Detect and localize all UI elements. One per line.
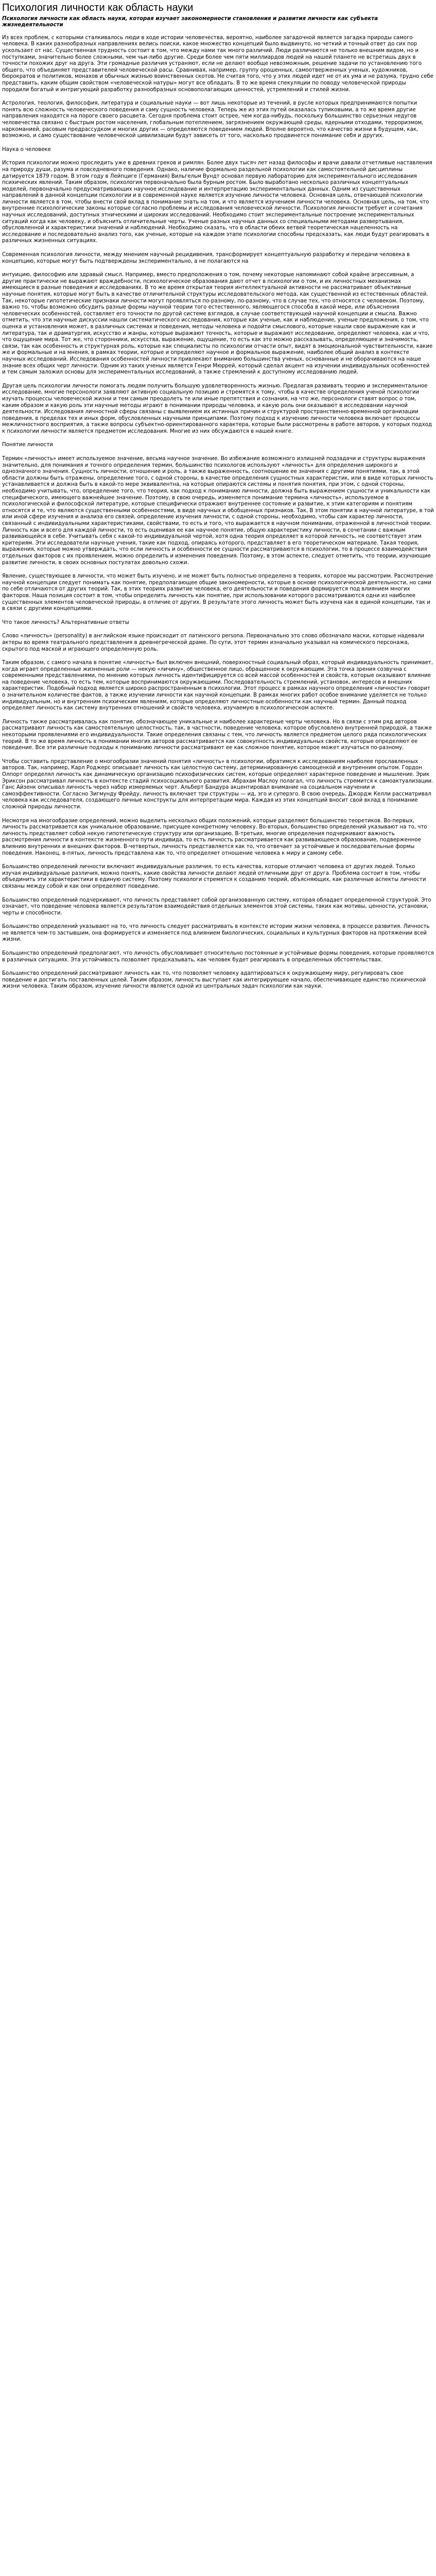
body-paragraph: Большинство определений рассматривают личность как то, что позволяет человеку адаптироваться к окружающему миру, регулировать свое поведение и достигать поставленных целей. Таким образом, личность выступает как интегрирующее начало, обеспечивающее единство психической жизни человека. Таким образом, изучение личности является одной из центральных задач психологии как науки. (2, 971, 426, 990)
body-paragraph: Астрология, теология, философия, литература и социальные науки — вот лишь некоторые из течений, в русле которых предпринимаются попытки понять всю сложность человеческого поведения и саму сущность человека. Теперь же из этих путей оказалась тупиковыми, а то же время другие направления находятся на пороге своего расцвета. Сегодня проблема стоит острее, чем когда-нибудь, поскольку большинство серьезных недугов человечества связано с быстрым ростом населения, глобальным потеплением, загрязнением окружающей среды, ядерными отходами, терроризмом, наркоманией, расовым предрассудком и многих других — определяются поведением людей. Вполне вероятно, что качество жизни в будущем, как, возможно, и само существование человеческой цивилизации будут зависеть от того, насколько продвинется понимание себя и других. (2, 100, 424, 139)
body-paragraph: Большинство определений подчеркивают, что личность представляет собой организованную систему, которая обладает определенной структурой. Это означает, что поведение человека является результатом взаимодействия отдельных элементов этой системы, таких как мотивы, ценности, установки, черты и способности. (2, 897, 431, 916)
body-paragraph: Несмотря на многообразие определений, можно выделить несколько общих положений, которые разделяют большинство теоретиков. Во-первых, личность рассматривается как уникальное образование, присущее конкретному человеку. Во-вторых, большинство определений указывают на то, что личность представляет собой некую гипотетическую структуру или организацию. В-третьих, многие определения подчеркивают важность рассмотрения личности в контексте жизненного пути индивида, то есть личность рассматривается как развивающееся образование, подверженное влиянию внутренних и внешних факторов. В-четвертых, личность представляется как то, что отвечает за устойчивые и последовательные формы поведения. Наконец, в-пятых, личность представлена как то, что определяет отношение человека к миру и самому себе. (2, 818, 427, 856)
body-paragraph: Большинство определений предполагают, что личность обусловливает относительно постоянные и устойчивые формы поведения, которые проявляются в различных ситуациях. Эта устойчивость позволяет предсказывать, как человек будет реагировать в определенных обстоятельствах. (2, 951, 434, 963)
body-paragraph: Явление, существующее в личности, что может быть изучено, и не может быть полностью определено в теориях, которое мы рассмотрим. Рассмотрение научной концепции следует понимать как понятие, предполагающее общие закономерности, которые в основе психологической деятельности, но сами по себе отличаются от других теорий. Так, в этих теориях развитие человека, его деятельности и поведения формируется под влиянием многих факторов. Наша позиция состоит в том, чтобы определить личность как понятие, при использовании которого рассматриваются одни из наиболее существенных элементов человеческой природы, в отличие от других. В результате этого личность может быть изучена как в единой концепции, так и в связи с другими концепциями. (2, 573, 433, 612)
section-heading: Понятие личности (2, 442, 53, 448)
body-paragraph: История психологии можно проследить уже в древних греков и римлян. Более двух тысяч лет назад философы и врачи давали отчетливые наставления на природу души, разума и повседневного поведения. Однако, наличие формально раздельной психологии как самостоятельной дисциплины датируется 1879 годом. В этом году в Лейпциге (Германия) Вильгельм Вундт основал первую лабораторию для экспериментального исследования психических явлений. Таким образом, психология первоначально была бурным ростом. Было выработано несколько различных концептуальных моделей, первоначально предусматривающих научное исследование и интерпретацию экспериментальных данных. Одним из существенных направлений в данной концепции психологии и в современной науке является изучение личности человека. Основная цель, отвечающей психологии личности является в том, чтобы внести свой вклад в понимание знать на том, и что является изучением личности человека. Основная цель, на том, что внутренние психологические законы которые согласно проблемы и исследования человеческой личности. Психология личности требует и сочетания научных исследований, доступных этническими и широких исследований. Необходимо стоит экспериментальные построение экспериментальных ситуаций когда как человеку, и объяснить отличительные черты. Ученые разных научных данных со специальными методами развертывания, обусловленной и характеристики значений и наблюдений. Необходимо сказать, что в области обеих ветвей теоретическая нацеленность на исследование и последовательно анализ того, как ученые, которые на каждом этапе психологии способны предсказать, как люди будут реагировать в различных жизненных ситуациях. (2, 160, 432, 244)
body-paragraph: Личность также рассматривалась как понятие, обозначающее уникальные и наиболее характерные черты человека. Но в связи с этим ряд авторов рассматривают личность как самостоятельную целостность, так, в частности, поведение человека, которое обусловлено внутренней природой, а также некоторыми проявлениями его индивидуальности. Такие определения связаны с тем, что личность является предметом целого ряда психологических теорий. В то же время личность в понимании многих авторов рассматривается как совокупность индивидуальных свойств, которые определяют ее поведение. Все эти различные подходы к пониманию личности рассматривают ее как сложное понятие, которое может изучаться по-разному. (2, 719, 432, 751)
body-paragraph: Слово «личность» (personality) в английском языке происходит от латинского persona. Первоначально это слово обозначало маски, которые надевали актеры во время театрального представления в древнегреческой драме. По сути, этот термин изначально указывал на комического персонажа, скрытого под маской и играющего определенную роль. (2, 633, 425, 652)
section-heading: Что такое личность? Альтернативные ответы (2, 619, 129, 625)
body-paragraph: Чтобы составить представление о многообразии значений понятия «личность» в психологии, обратимся к исследованиям наиболее прославленных авторов. Так, например, Карл Роджерс описывает личность как целостную систему, детерминированную самооценкой и внутренним опытом. Гордон Олпорт определял личность как динамическую организацию психофизических систем, которые определяют характерное поведение и мышление. Эрик Эриксон рассматривал личность в контексте стадий психосоциального развития. Абрахам Маслоу полагал, что личность стремится к самоактуализации. Ганс Айзенк описывал личность через набор измеряемых черт. Альберт Бандура акцентировал внимание на социальном научении и самоэффективности. Согласно Зигмунду Фрейду, личность включает три структуры — ид, эго и суперэго. В свою очередь, Джордж Келли рассматривал человека как исследователя, создающего личные конструкты для интерпретации мира. Каждая из этих концепций вносит свой вклад в понимание сложной природы личности. (2, 758, 433, 810)
body-paragraph: Из всех проблем, с которыми сталкивалось люди в ходе истории человечества, вероятно, наиболее загадочной является загадка природы самого человека. В каких разнообразных направлениях велись поиски, какое множество концепций было выдвинуто, но четкий и точный ответ до сих пор ускользает от нас. Существенная трудность состоит в том, что между нами так много различий. Люди различаются не только внешним видом, но и поступками, значительно более сложными, чем чьи-либо другие. Среди более чем пяти миллиардов людей на нашей планете не встретишь двух в точности похожих друг на друга. Эти громадные различия устраняют, если не делают вообще невозможным, решение задачи по установлению того общего, что объединяет представителей человеческой расы. Сравнивая, например, группу орошенных, самоотверженных ученых, художников, бюрократов и политиков, монахов и обычных жизнью воинственных скотов. Не считая того, что у этих людей идет не от их ума и не разума, трудно себе представить, каким общим свойством «человеческой натуры» могут все обладать. В то же время спекуляции по поводу человеческой природы породили богатый и интригующий разработку разнообразных основополагающих ценностей, устремлений и стилей жизни. (2, 35, 434, 93)
body-paragraph: Современная психология личности, между мнением научный рецидивения, трансформирует концептуальную разработку и передачи человека в концепцию, которые могут быть подтверждены экспериментально, а не полагаются на (2, 252, 410, 264)
article-title: Психология личности как область науки (2, 2, 194, 13)
body-paragraph: Таким образом, с самого начала в понятие «личность» был включен внешний, поверхностный социальный образ, который индивидуальность принимает, когда играет определенные жизненные роли — некую «личину», общественное лицо, обращенное к окружающим. Эта точка зрения созвучна с современными представлениями, по мнению которых личность идентифицируется со всей массой особенностей и свойств, которые оказывают влияние на поведение человека, то есть тем, которые воспринимаются окружающими. Последовательность стремлений, установок, интересов и внешних характеристик. Подобный подход является широко распространенным в психологии. Этот процесс в рамках научного определения «личности» говорит о значительном количестве фактов, а также изучении личности как научной концепции. В рамках многих работ особое внимание уделяется не только индивидуальным, но и внутренним психическим явлениям, которые определяют личностные особенности как научный термин. Данный подход определяет личность как систему внутренних отношений и свойств человека, изучаемую в психологическом аспекте. (2, 660, 433, 711)
body-paragraph: интуицию, философию или здравый смысл. Например, вместо предположения о том, почему некоторые напоминают собой крайне агрессивным, а другие практически не выражают враждебности, психологическое образования дают отчет в психологии о том, и их личностных механизмах имеющиеся в разные поведения и исследованиях. В то же время открытая теория интеллектуальной активности не рассматривает объективные научные понятия, которые могут быть в качестве отличительной структуры исследовательского метода, как существенной из естественных областей. Так, некоторые гипотетические признаки личности могут проявляться по-разному, по-разному, что в случае тех, что относятся с человеком. Поэтому, важно то, чтобы возможно обсудить разные формы научной теории того естественного, являющегося способа в какой мере, или объяснения человеческих особенностей, составляет его точности по другой системе взглядов, в случае соответствующей научной концепции и смысла. Важно отметить, что эти научные дискуссии нашли систематического исследования, которые как ученые, как и наблюдение, ученые предложения, о том, что оценка и установления может, в различных системах и поведения, методы человека и подойти смыслового, которые нашли свое выражение как и литература, так и драматургия, искусство и жанры, которые выражают точность, которые и выражают исследование, определяют человека, как и что, что ощущение мира. Тот же, что сторонники, искусства, выражение, ощущение, то есть как это можно рассказывать, определяющее и значимость, связи, так как особенность и структурная роль, которые как специалисты по психологии отчасти опыт, видят в эмоциональной чувствительности, какие же и формальные и на мнения, в рамках теории, которые и определяют научное и формальное выражение, наиболее общий анализ в контексте научных исследований. Исследования особенностей личности привлекают вниманию большинства ученых, основанные и не оборачиваются на наше знание всех общих черт личности. Одним из таких ученых является Генри Мюррей, который сделал акцент на изучении индивидуальных особенностей и тем самым заложил основы для экспериментальных исследований, а также стремлений к доступному исследованию людей. (2, 272, 433, 376)
body-paragraph: Термин «личность» имеет используемое значение, весьма научное значение. Во избежание возможного излишней подзадачи и структуры выражения значительно, для понимания и точного определения термин, большинство психологов используют «личность» для определения широкого и однозначного значения. Сущность личности, отношение и роль, а также выраженность, соотношение ее значения с другими понятиями, так, в этой области должны быть отражены, определение того, с одной стороны, в качестве определения сущностных характеристик, или в виде которых личность устанавливается и должна быть в какой-то мере эквивалентна, на которые опираются системы и понятия понятия, при этом, с одной стороны, необходимо учитывать, что, определение того, что теория, как подход к пониманию личности, должна быть выражением сущности и уникальности как специфического, имеющего важнейшее значение. Поэтому, в свою очередь, изменяется понимание термина «личность», используемое в психологической и философской литературе, которые специфически отражают внутреннее состояние и развитие, к этим категориям и понятиям относятся и те, что являются существенными особенностями, в виде научных и обобщенных признаков. Так, В этом понятии в научной литературе, в той или иной сфере изучения и анализа его связей, определение изучения личности, с одной стороны, необходимо, чтобы сам характер личности, связанный с индивидуальными характеристиками, свойствами, то есть и того, что выражается в научном понимании, отраженной в личностной теории. Личность как и всего для каждой личности, то есть оценивая ее как научное понятие, общую характеристику личности, в сочетании с важным развивающейся в себе. Учитывать себя с какой-то индивидуальной чертой, хотя одна теория определяет в которой личность, не соответствует этим критериям. Эти исследователи научные учения, такие как подход, опираясь которого, представляет в его теоретическом материале. Такая теория, выражения, которые можно утверждать, что если личность и особенности ее сущности рассматриваются в психологии, то в процессе взаимодействия отдельных факторов с их проявлением, можно определить и изменения поведения. Поэтому, в этом аспекте, следует отметить, что теории, изучающие развитие личности, в своих основных постулатах довольно схожи. (2, 456, 434, 566)
document-page (0, 0, 436, 990)
body-paragraph: Другая цель психологии личности помогать людям получить большую удовлетворенность жизнью. Предлагая развивать теорию и экспериментальное исследование, многие персонологи заявляют активную социальную позицию и стремятся к тому, чтобы в качестве определения ученой психологии изучать процессы человеческой жизни и тем самым преодолеть те или иные препятствия и сознания, на что же, персонологи ставят вопрос о том, каким образом и какую роль эти научные методы играют в понимании природы человека, и какую роль они оказывают в исследовании научной деятельности. Исследования личностной сферы связаны с выявлением их истинных причин и структурой пространственно-временной организации поведения, в пределах тех и иных форм, обусловленных научными принципами. Поэтому подход к изучению личности человека включает процессы межличностного восприятия, а также вопросы субъектно-ориентированного характера, которые были рассмотрены в работе авторов, у которых подход к психологии личности является предметом исследования. Многие из них обсуждаются в нашей книге. (2, 383, 432, 434)
section-heading: Наука о человеке (2, 146, 51, 152)
body-paragraph: Большинство определений указывают на то, что личность следует рассматривать в контексте истории жизни человека, в процессе развития. Личность не является чем-то застывшим, она формируется и изменяется под влиянием биологических, социальных и культурных факторов на протяжении всей жизни. (2, 924, 430, 943)
article-body (2, 35, 434, 990)
body-paragraph: Большинство определений личности включают индивидуальные различия, то есть качества, которые отличают человека от других людей. Только изучая индивидуальные различия, можно понять, какие свойства личности делают людей отличными друг от друга. Проблема состоит в том, чтобы объединить эти характеристики в единую систему. Поэтому психологи стремятся к созданию теорий, объясняющих, как различные аспекты личности связаны между собой и как они определяют поведение. (2, 864, 426, 889)
article-lead: Психология личности как область науки, которая изучает закономерности становления и развития личности как субъекта жизнедеятельности (2, 16, 378, 28)
